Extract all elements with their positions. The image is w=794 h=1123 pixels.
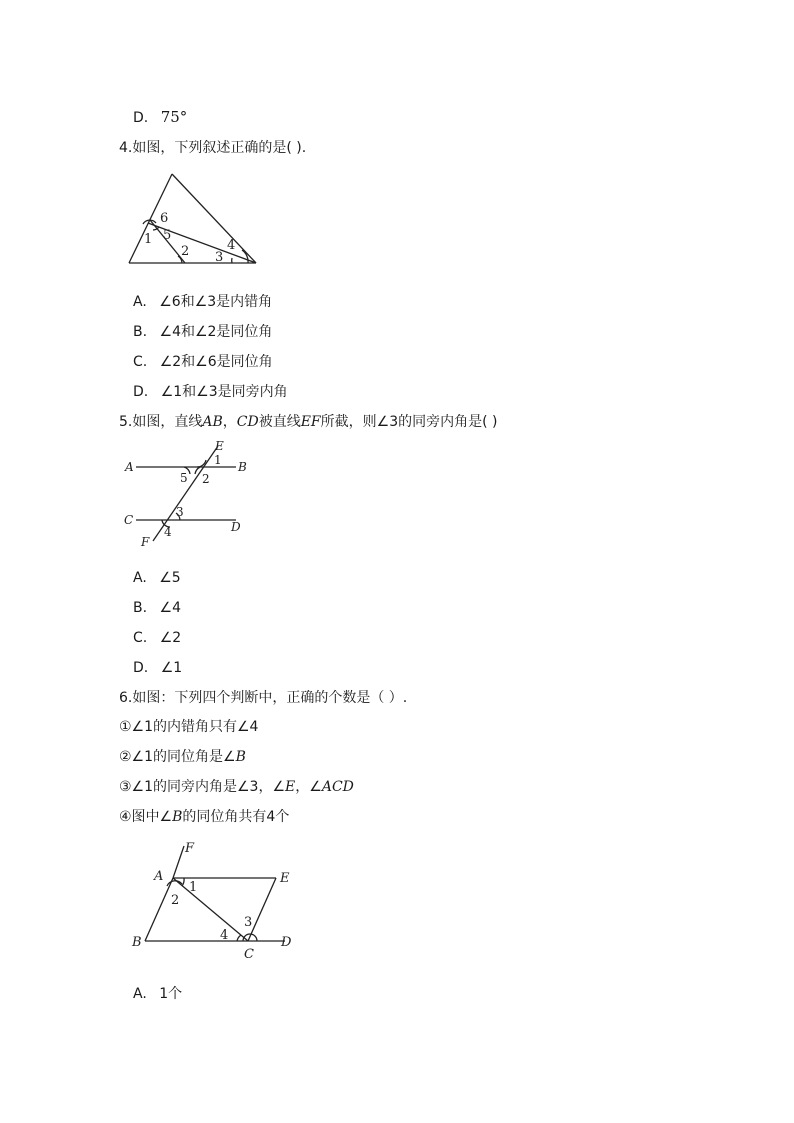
q4-option-a	[133, 293, 272, 311]
q6-label-c: C	[244, 947, 254, 962]
q6-side-ec	[248, 878, 276, 941]
stem-text: 被直线	[258, 414, 301, 430]
statement-text: ②∠1的同位角是∠	[119, 749, 236, 765]
q4-label-4: 4	[227, 238, 236, 253]
q6-label-1: 1	[189, 880, 198, 895]
q6-label-a: A	[154, 869, 164, 884]
option-label: A.	[133, 294, 147, 310]
q5-option-c	[133, 629, 181, 647]
q4-label-5: 5	[163, 228, 172, 243]
option-label: A.	[133, 570, 147, 586]
q6-label-b: B	[132, 935, 142, 950]
q3-option-d	[133, 108, 187, 127]
q6-statement-1	[119, 718, 258, 736]
q6-figure	[127, 838, 302, 963]
q5-stem	[119, 413, 497, 431]
q6-statement-3	[119, 778, 354, 796]
q5-line-ef	[153, 446, 218, 541]
q5-label-2: 2	[202, 472, 210, 486]
option-label: C.	[133, 630, 148, 646]
q5-figure	[118, 436, 253, 551]
option-label: D.	[133, 384, 149, 400]
q4-arc-4	[242, 250, 248, 263]
statement-math: E	[285, 779, 296, 795]
q6-stem: 6.如图：下列四个判断中，正确的个数是（ ）.	[119, 690, 408, 706]
q5-label-a: A	[125, 460, 134, 474]
q5-option-b	[133, 599, 181, 617]
option-text: 75°	[160, 108, 188, 126]
statement-math: B	[235, 749, 246, 765]
option-label: C.	[133, 354, 148, 370]
q4-label-2: 2	[181, 244, 190, 259]
q4-option-c	[133, 353, 273, 371]
q6-arc-4	[237, 935, 241, 941]
q6-statement-2	[119, 748, 246, 766]
option-label: B.	[133, 324, 148, 340]
q4-stem: 4.如图，下列叙述正确的是( ).	[119, 140, 307, 156]
option-text: ∠2和∠6是同位角	[159, 354, 273, 370]
q6-label-2: 2	[171, 893, 180, 908]
option-label: D.	[133, 660, 149, 676]
q4-figure	[120, 168, 265, 270]
q5-label-3: 3	[176, 505, 184, 519]
q5-option-d	[133, 659, 182, 677]
statement-math: ACD	[321, 779, 354, 795]
option-text: ∠6和∠3是内错角	[159, 294, 273, 310]
stem-math-cd: CD	[236, 414, 259, 430]
statement-text: ①∠1的内错角只有∠4	[119, 719, 259, 735]
q4-option-b	[133, 323, 272, 341]
option-label: D.	[133, 110, 149, 126]
q4-label-6: 6	[160, 211, 169, 226]
q6-diagonal-ac	[173, 878, 248, 941]
q6-statement-4	[119, 808, 289, 826]
option-label: A.	[133, 986, 147, 1002]
option-text: ∠5	[159, 570, 181, 586]
q5-label-d: D	[231, 520, 241, 534]
statement-math: B	[172, 809, 183, 825]
q6-option-a	[133, 985, 182, 1003]
q6-label-e: E	[280, 871, 290, 886]
q5-label-1: 1	[214, 453, 222, 467]
option-text: ∠4和∠2是同位角	[159, 324, 273, 340]
option-text: ∠1	[160, 660, 183, 676]
statement-text: ，∠	[295, 779, 322, 795]
stem-text: 5.如图，直线	[119, 414, 203, 430]
statement-text: 的同位角共有4个	[182, 809, 290, 825]
q6-label-4: 4	[220, 928, 229, 943]
q4-label-3: 3	[215, 250, 224, 265]
q6-ray-af	[173, 846, 184, 878]
option-label: B.	[133, 600, 148, 616]
q5-label-f: F	[141, 535, 150, 549]
q6-label-3: 3	[244, 915, 253, 930]
q5-label-b: B	[238, 460, 247, 474]
option-text: 1个	[159, 986, 183, 1002]
statement-text: ④图中∠	[119, 809, 173, 825]
q5-label-e: E	[215, 439, 224, 453]
q4-label-1: 1	[144, 232, 153, 247]
q5-label-5: 5	[180, 471, 188, 485]
option-text: ∠2	[159, 630, 182, 646]
stem-text: ，	[222, 414, 237, 430]
stem-math-ab: AB	[202, 414, 223, 430]
q6-label-f: F	[185, 841, 195, 856]
q6-side-ba	[145, 878, 173, 941]
option-text: ∠4	[159, 600, 181, 616]
stem-math-ef: EF	[300, 414, 321, 430]
q6-arc-1	[182, 878, 184, 886]
q6-label-d: D	[281, 935, 292, 950]
q5-option-a	[133, 569, 181, 587]
statement-text: ③∠1的同旁内角是∠3，∠	[119, 779, 286, 795]
stem-text: 所截，则∠3的同旁内角是( )	[320, 414, 498, 430]
q5-label-4: 4	[164, 525, 172, 539]
q4-option-d	[133, 383, 288, 401]
q5-label-c: C	[124, 513, 134, 527]
option-text: ∠1和∠3是同旁内角	[160, 384, 288, 400]
